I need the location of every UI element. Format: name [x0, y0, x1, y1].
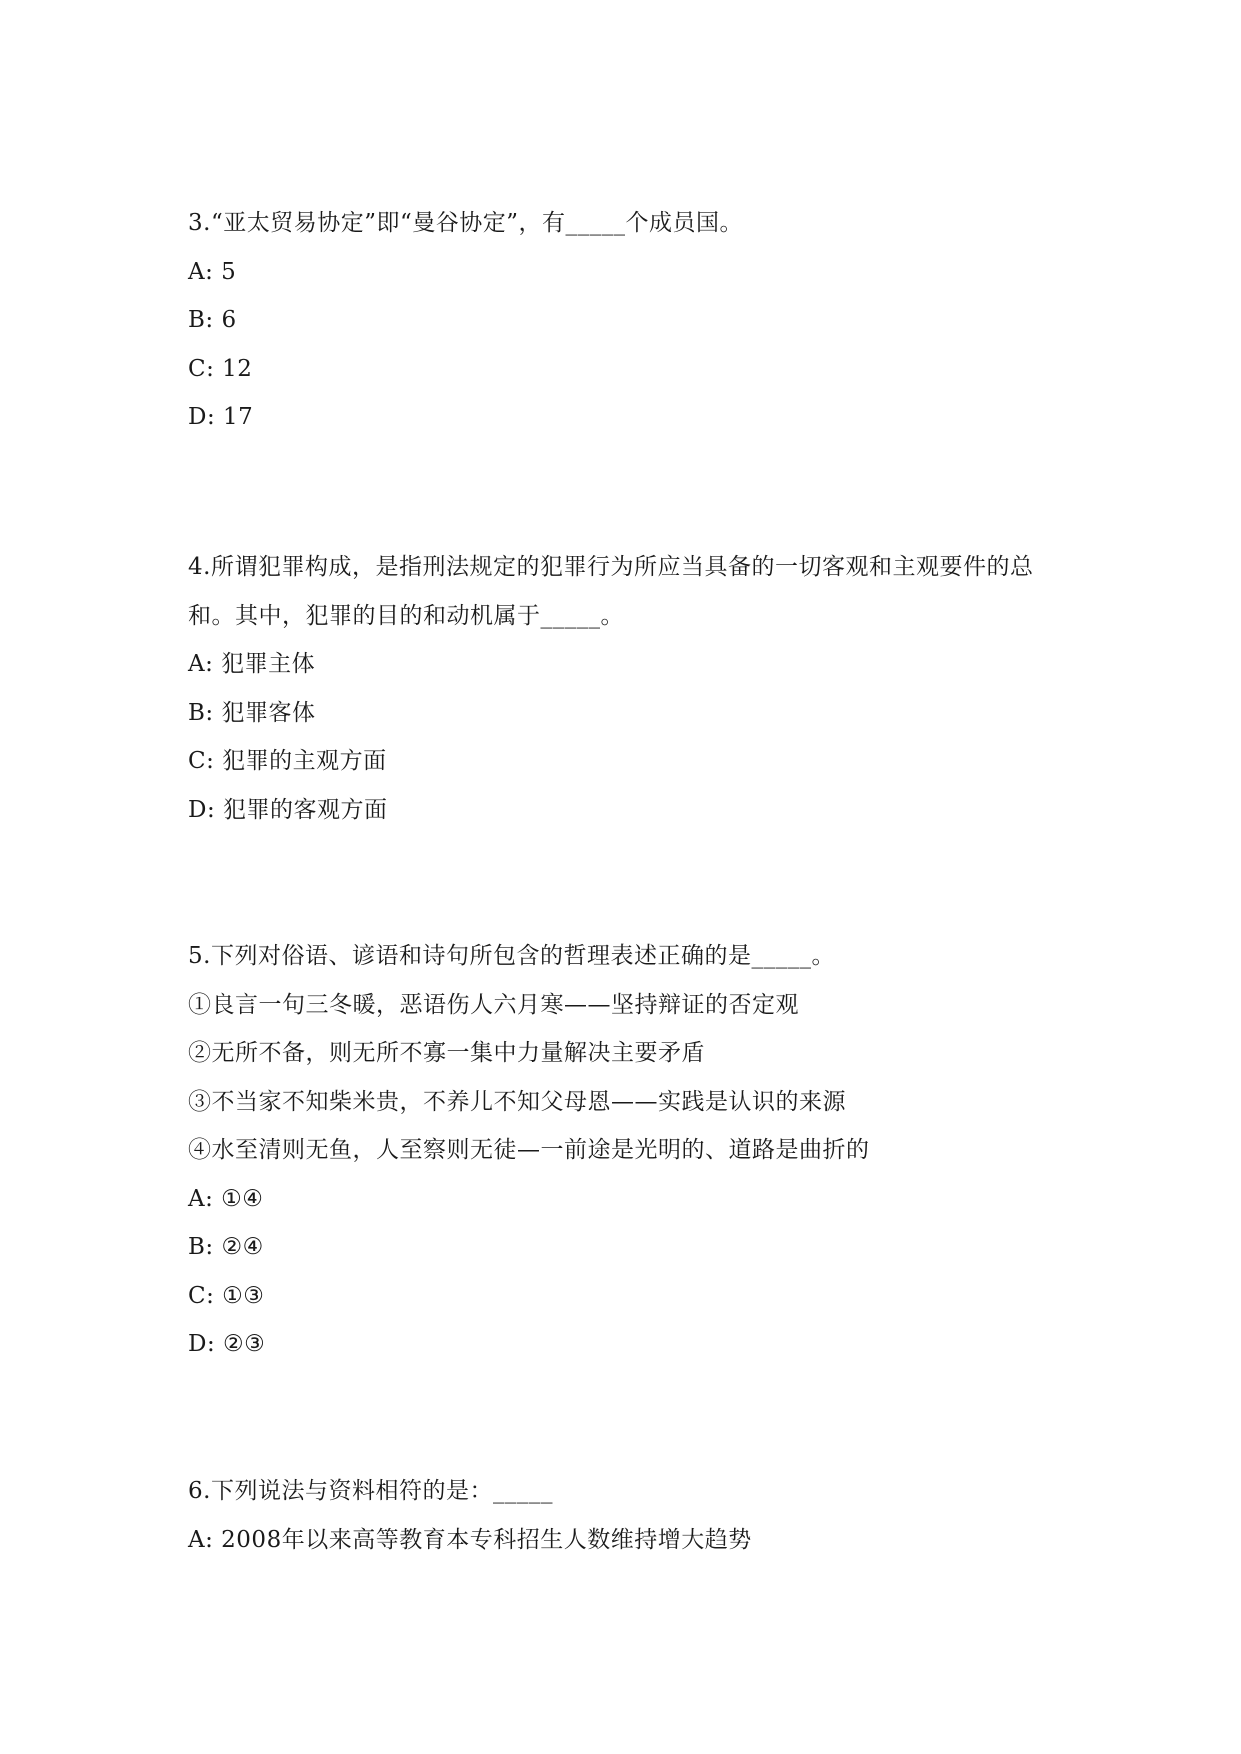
question-stem: 3.“亚太贸易协定”即“曼谷协定”，有_____个成员国。	[188, 210, 743, 236]
statement-3: ③不当家不知柴米贵，不养儿不知父母恩——实践是认识的来源	[188, 1088, 846, 1115]
question-5	[188, 932, 1068, 1369]
option-d: D: 犯罪的客观方面	[188, 796, 388, 823]
option-a: A: 犯罪主体	[188, 651, 316, 677]
statement-2: ②无所不备，则无所不寡一集中力量解决主要矛盾	[188, 1040, 705, 1066]
option-c: C: ①③	[188, 1282, 265, 1309]
statement-1: ①良言一句三冬暖，恶语伤人六月寒——坚持辩证的否定观	[188, 991, 799, 1018]
statement-4: ④水至清则无鱼，人至察则无徒—一前途是光明的、道路是曲折的	[188, 1137, 870, 1163]
question-stem: 6.下列说法与资料相符的是：_____	[188, 1478, 553, 1504]
option-a: A: 5	[188, 258, 237, 285]
option-d: D: 17	[188, 404, 254, 430]
question-stem: 5.下列对俗语、谚语和诗句所包含的哲理表述正确的是_____。	[188, 943, 835, 969]
option-c: C: 12	[188, 355, 253, 382]
question-6	[188, 1467, 1068, 1564]
option-d: D: ②③	[188, 1331, 266, 1357]
option-c: C: 犯罪的主观方面	[188, 748, 387, 774]
option-b: B: ②④	[188, 1234, 264, 1260]
option-b: B: 犯罪客体	[188, 699, 316, 726]
option-a: A: 2008年以来高等教育本专科招生人数维持增大趋势	[188, 1526, 752, 1553]
question-4	[188, 543, 1068, 834]
question-3	[188, 199, 1068, 442]
question-stem: 4.所谓犯罪构成，是指刑法规定的犯罪行为所应当具备的一切客观和主观要件的总和。其中，犯罪的目的和动机属于_____。	[188, 554, 1034, 629]
option-a: A: ①④	[188, 1185, 264, 1212]
option-b: B: 6	[188, 307, 237, 333]
